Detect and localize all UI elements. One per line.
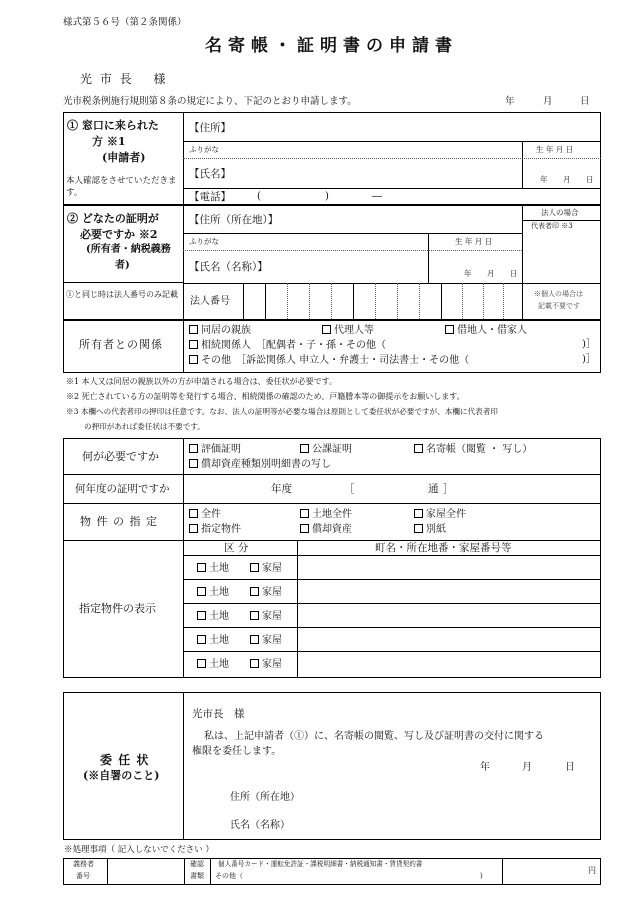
row-5-house[interactable]: 家屋: [250, 659, 282, 670]
relation-opt-agent[interactable]: 代理人等: [322, 325, 374, 336]
addressee: 光 市 長 様: [80, 72, 168, 86]
divider: [183, 692, 184, 840]
checkbox[interactable]: [414, 509, 423, 518]
relation-label: 所有者との関係: [79, 338, 163, 351]
date-day[interactable]: 日: [580, 96, 590, 107]
checkbox[interactable]: [197, 587, 206, 596]
divider: [183, 579, 601, 580]
divider: [297, 540, 298, 678]
row-2-land[interactable]: 土地: [197, 587, 229, 598]
divider: [522, 158, 601, 159]
divider: [63, 540, 601, 541]
docs-close: ): [480, 872, 483, 880]
divider: [183, 651, 601, 652]
s1-furigana-label: ふりがな: [189, 145, 219, 154]
divider: [265, 283, 266, 319]
delegation-month[interactable]: 月: [522, 762, 532, 773]
year-label: 何年度の証明ですか: [75, 483, 170, 495]
checkbox[interactable]: [250, 659, 259, 668]
delegation-text: 私は、上記申請者（①）に、名寄帳の閲覧、写し及び証明書の交付に関する: [204, 731, 544, 742]
delegation-day[interactable]: 日: [565, 762, 575, 773]
divider: [428, 233, 429, 283]
divider: [397, 283, 398, 319]
s1-phone-close: ): [325, 191, 329, 202]
checkbox[interactable]: [189, 340, 198, 349]
s1-address-label: 【住所】: [189, 122, 231, 134]
row-1-land[interactable]: 土地: [197, 563, 229, 574]
docs-other: その他（: [215, 872, 243, 880]
opt-specified[interactable]: 指定物件: [189, 524, 241, 535]
s1-birth-day[interactable]: 日: [586, 175, 594, 184]
opt-valuation[interactable]: 評価証明: [189, 444, 241, 455]
opt-land-all[interactable]: 土地全件: [300, 509, 352, 520]
section1-heading-3: (申請者): [102, 151, 146, 164]
opt-depreciable-asset[interactable]: 償却資産: [300, 524, 352, 535]
divider: [428, 250, 522, 251]
divider: [462, 283, 463, 319]
checkbox[interactable]: [197, 611, 206, 620]
checkbox[interactable]: [322, 325, 331, 334]
divider: [309, 283, 310, 319]
duty-label-2: 番号: [76, 872, 90, 880]
checkbox[interactable]: [250, 611, 259, 620]
relation-close-2: )］: [582, 354, 596, 365]
divider: [522, 141, 523, 188]
divider: [107, 858, 108, 885]
checkbox[interactable]: [250, 635, 259, 644]
s2-birth-label: 生 年 月 日: [455, 237, 493, 246]
delegation-year[interactable]: 年: [480, 762, 490, 773]
checkbox[interactable]: [197, 635, 206, 644]
relation-opt-relative[interactable]: 同居の親族: [189, 325, 251, 336]
note-3: ※3 本欄への代表者印の押印は任意です。なお、法人の証明等が必要な場合は原則として委任状が必要ですが、本欄に代表者印: [66, 407, 498, 416]
property-label: 物 件 の 指 定: [80, 515, 158, 528]
s1-phone-label: 【電話】: [189, 191, 231, 203]
checkbox[interactable]: [300, 444, 309, 453]
divider: [183, 603, 601, 604]
s1-birth-month[interactable]: 月: [563, 175, 571, 184]
opt-house-all[interactable]: 家屋全件: [414, 509, 466, 520]
date-year[interactable]: 年: [505, 96, 515, 107]
s1-phone-dash: ―: [372, 191, 382, 202]
divider: [183, 188, 601, 189]
section2-heading: ② どなたの証明が: [67, 212, 159, 225]
divider: [63, 204, 601, 206]
divider: [522, 204, 523, 319]
divider: [375, 283, 376, 319]
note-1: ※1 本人又は同居の親族以外の方が申請される場合は、委任状が必要です。: [66, 377, 337, 386]
checkbox[interactable]: [189, 509, 198, 518]
display-label: 指定物件の表示: [79, 602, 156, 615]
section2-heading-3: (所有者・納税義務: [86, 244, 171, 255]
row-4-land[interactable]: 土地: [197, 635, 229, 646]
divider: [183, 627, 601, 628]
checkbox[interactable]: [250, 587, 259, 596]
divider: [63, 474, 601, 475]
section1-heading-2: 方 ※1: [92, 135, 126, 148]
note-2: ※2 死亡されている方の証明等を発行する場合、相続関係の確認のため、戸籍謄本等の御提示をお願いします。: [66, 392, 465, 401]
intro-text: 光市税条例施行規則第８条の規定により、下記のとおり申請します。: [63, 96, 357, 107]
section2-heading-2: 必要ですか ※2: [80, 228, 158, 241]
corp-case-label: 法人の場合: [541, 208, 579, 217]
s1-birth-label: 生 年 月 日: [536, 145, 574, 154]
divider: [441, 283, 442, 319]
checkbox[interactable]: [189, 325, 198, 334]
corp-number-label: 法人番号: [190, 296, 230, 307]
divider: [183, 141, 601, 142]
delegation-text-2: 権限を委任します。: [192, 746, 282, 757]
office-caption: ※処理事項（ 記入しないでください ）: [64, 845, 214, 855]
divider: [483, 283, 484, 319]
opt-public[interactable]: 公課証明: [300, 444, 352, 455]
confirm-label: 確認: [190, 860, 204, 868]
divider: [353, 283, 354, 319]
copies-open: ［: [344, 483, 355, 495]
duty-label: 義務者: [73, 860, 94, 868]
s2-birth-day[interactable]: 日: [510, 269, 518, 278]
year-unit[interactable]: 年度: [271, 483, 292, 495]
divider: [63, 319, 601, 321]
copies-unit[interactable]: 通: [428, 483, 439, 495]
checkbox[interactable]: [189, 524, 198, 533]
checkbox[interactable]: [189, 459, 198, 468]
col-location: 町名・所在地番・家屋番号等: [375, 542, 512, 554]
section1-note: 本人確認をさせていただきます。: [66, 176, 177, 198]
divider: [331, 283, 332, 319]
divider: [183, 112, 184, 373]
relation-opt-other[interactable]: その他 ［訴訟関係人 申立人・弁護士・司法書士・その他（: [189, 355, 469, 366]
divider: [184, 858, 185, 885]
confirm-label-2: 書類: [190, 872, 204, 880]
opt-separate[interactable]: 別紙: [414, 524, 446, 535]
s1-birth-year[interactable]: 年: [540, 175, 548, 184]
divider: [183, 555, 601, 556]
relation-close-1: )］: [582, 339, 596, 350]
note-3b: の押印があれば委任状は不要です。: [84, 422, 205, 431]
checkbox[interactable]: [197, 659, 206, 668]
docs-list: 個人番号カード・運転免許証・課税明細書・納税通知書・賃貸契約書: [218, 860, 423, 868]
row-3-land[interactable]: 土地: [197, 611, 229, 622]
divider: [183, 283, 601, 284]
delegation-name-label: 氏名（名称）: [230, 820, 290, 831]
divider: [419, 283, 420, 319]
divider: [63, 503, 601, 504]
divider: [63, 282, 183, 283]
checkbox[interactable]: [414, 524, 423, 533]
checkbox[interactable]: [300, 509, 309, 518]
divider: [183, 233, 522, 234]
col-category: 区 分: [224, 542, 249, 554]
checkbox[interactable]: [250, 563, 259, 572]
s1-phone-open: (: [257, 191, 261, 202]
row-5-land[interactable]: 土地: [197, 659, 229, 670]
relation-opt-heir[interactable]: 相続関係人 ［配偶者・子・孫・その他（: [189, 340, 386, 351]
individual-note-2: 記載不要です: [538, 302, 580, 310]
corp-seal-label: 代表者印 ※3: [531, 222, 573, 230]
divider: [210, 858, 211, 885]
divider: [287, 283, 288, 319]
copies-close: ］: [443, 483, 454, 495]
checkbox[interactable]: [189, 444, 198, 453]
relation-opt-tenant[interactable]: 借地人・借家人: [445, 325, 527, 336]
s2-furigana-label: ふりがな: [189, 237, 219, 246]
section2-heading-4: 者): [115, 260, 130, 271]
delegation-addressee: 光市長 様: [192, 708, 245, 720]
delegation-address-label: 住所（所在地）: [230, 792, 300, 803]
section1-heading: ① 窓口に来られた: [67, 119, 159, 132]
checkbox[interactable]: [414, 444, 423, 453]
divider: [503, 283, 504, 319]
form-number: 様式第５６号（第２条関係）: [63, 17, 187, 28]
divider: [522, 220, 601, 221]
delegation-subtitle: (※自署のこと): [83, 769, 160, 782]
date-month[interactable]: 月: [543, 96, 553, 107]
divider: [243, 283, 244, 319]
individual-note: ※個人の場合は: [534, 290, 583, 298]
yen-label: 円: [588, 866, 596, 875]
opt-nayose[interactable]: 名寄帳（閲覧 ・ 写し）: [414, 444, 532, 455]
s2-name-label: 【氏名（名称）】: [189, 261, 268, 273]
page-title: 名寄帳・証明書の申請書: [205, 36, 458, 56]
s2-birth-year[interactable]: 年: [464, 269, 472, 278]
s2-birth-month[interactable]: 月: [487, 269, 495, 278]
what-label: 何が必要ですか: [82, 450, 159, 463]
checkbox[interactable]: [189, 355, 198, 364]
opt-depreciable[interactable]: 償却資産種類別明細書の写し: [189, 459, 331, 470]
row-2-house[interactable]: 家屋: [250, 587, 282, 598]
section2-note: ①と同じ時は法人番号のみ記載: [66, 290, 178, 299]
checkbox[interactable]: [445, 325, 454, 334]
checkbox[interactable]: [197, 563, 206, 572]
divider: [502, 858, 503, 885]
row-3-house[interactable]: 家屋: [250, 611, 282, 622]
row-4-house[interactable]: 家屋: [250, 635, 282, 646]
s2-address-label: 【住所（所在地）】: [189, 214, 279, 226]
opt-all[interactable]: 全件: [189, 509, 221, 520]
checkbox[interactable]: [300, 524, 309, 533]
delegation-title: 委 任 状: [100, 753, 150, 767]
s1-name-label: 【氏名】: [189, 168, 231, 180]
row-1-house[interactable]: 家屋: [250, 563, 282, 574]
